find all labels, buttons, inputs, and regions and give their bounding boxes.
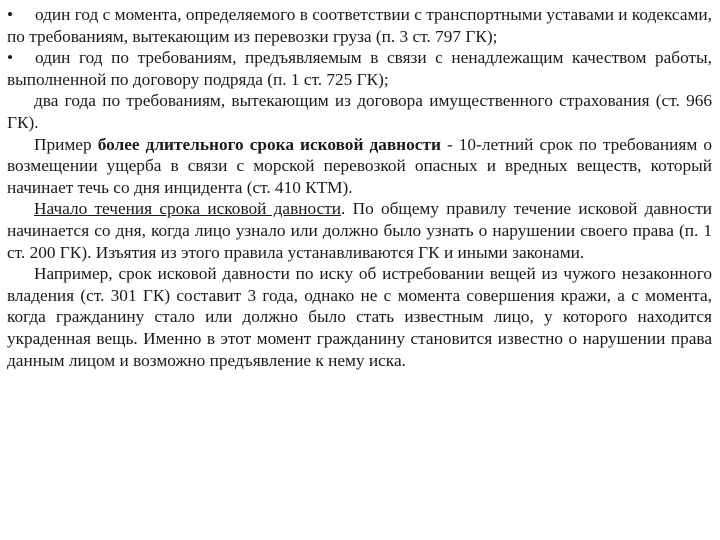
bold-term: более длительного срока исковой давности: [97, 134, 441, 154]
paragraph-text: один год с момента, определяемого в соответствии с транспортными уставами и кодексами, по требованиям, вытекающим из перевозки груза (п. 3 ст. 797 ГК);: [7, 5, 712, 46]
paragraph-text: один год по требованиям, предъявляемым в связи с ненадлежащим качеством работы, выполненной по договору подряда (п. 1 ст. 725 ГК);: [7, 48, 712, 89]
paragraph-start-of-term: [7, 198, 712, 263]
paragraph-example: [7, 263, 712, 371]
paragraph-text: . По общему правилу течение исковой давности начинается со дня, когда лицо узнало или должно было узнать о нарушении своего права (п. 1 ст. 200 ГК). Изъятия из этого правила устанавливаются ГК и иными законами.: [7, 199, 712, 262]
paragraph-text: Например, срок исковой давности по иску об истребовании вещей из чужого незаконного владения (ст. 301 ГК) составит 3 года, однако не с момента совершения кражи, а с момента, когда гражданину стало или должно было стать известным лицо, у которого находится украденная вещь. Именно в этот момент гражданину становится известно о нарушении права данным лицом и возможно предъявление к нему иска.: [7, 264, 712, 370]
bullet-marker: •: [7, 5, 14, 24]
paragraph-insurance: [7, 90, 712, 133]
bullet-paragraph-contract: [7, 47, 712, 90]
paragraph-text: - 10-летний срок по требованиям о возмещении ущерба в связи с морской перевозкой опасных и вредных веществ, который начинает течь со дня инцидента (ст. 410 КТМ).: [7, 134, 713, 197]
paragraph-text: два года по требованиям, вытекающим из договора имущественного страхования (ст. 966 ГК).: [7, 91, 712, 132]
bullet-marker: •: [7, 48, 14, 68]
paragraph-longer-term: [7, 134, 712, 199]
paragraph-lead: Пример: [34, 134, 98, 154]
bullet-paragraph-cargo: [7, 4, 712, 47]
document-page: [7, 4, 712, 371]
underlined-heading: Начало течения срока исковой давности: [34, 199, 342, 219]
